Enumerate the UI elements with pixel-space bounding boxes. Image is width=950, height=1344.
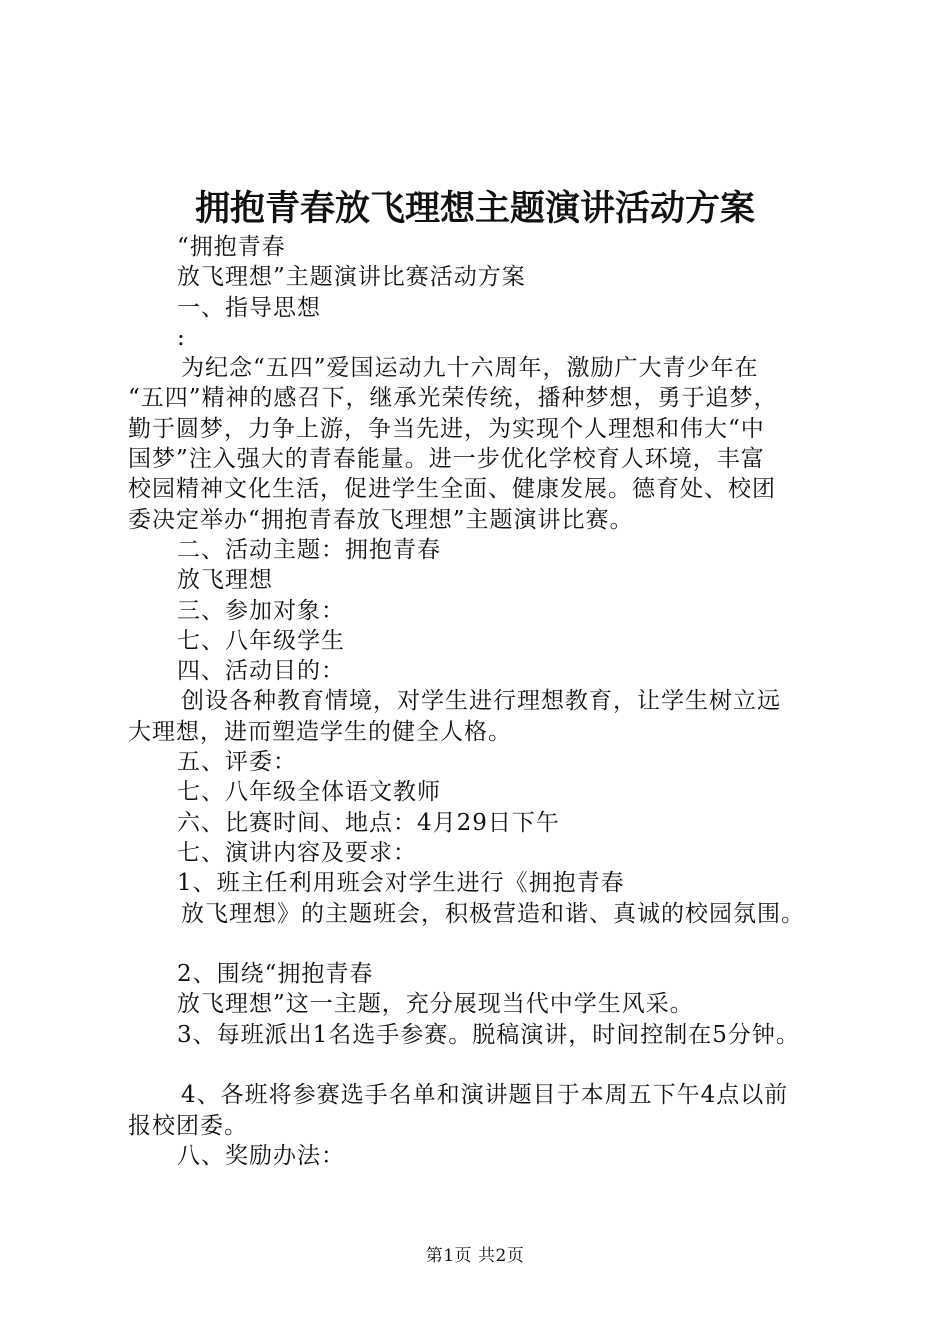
section-heading-2: 二、活动主题：拥抱青春 [177,536,441,563]
paragraph-1-line-2: “五四”精神的感召下，继承光荣传统，播种梦想，勇于追梦， [128,385,778,412]
requirement-1-line-1: 1、班主任利用班会对学生进行《拥抱青春 [177,870,625,897]
body-line-participants: 七、八年级学生 [177,627,345,654]
blank-line [128,1050,848,1080]
page-footer: 第1页 共2页 [425,1246,525,1266]
paragraph-1-line-4: 国梦”注入强大的青春能量。进一步优化学校育人环境，丰富 [128,446,765,473]
document-body [128,232,848,1171]
paragraph-1-line-3: 勤于圆梦，力争上游，争当先进，为实现个人理想和伟大“中 [128,415,765,442]
requirement-2-line-2: 放飞理想”这一主题，充分展现当代中学生风采。 [177,991,694,1018]
requirement-4-line-1: 4、各班将参赛选手名单和演讲题目于本周五下午4点以前 [181,1082,789,1109]
section-heading-3: 三、参加对象： [177,597,345,624]
section-heading-5: 五、评委： [177,749,297,776]
section-heading-1: 一、指导思想 [177,294,321,321]
body-line-theme: 放飞理想 [177,567,273,594]
body-line-colon: : [177,324,186,351]
section-heading-8: 八、奖励办法： [177,1142,345,1169]
section-heading-7: 七、演讲内容及要求： [177,839,417,866]
paragraph-1-line-1: 为纪念“五四”爱国运动九十六周年，激励广大青少年在 [181,355,759,382]
section-heading-6: 六、比赛时间、地点：4月29日下午 [177,809,560,836]
body-line-2: 放飞理想”主题演讲比赛活动方案 [177,264,526,291]
requirement-1-line-2: 放飞理想》的主题班会，积极营造和谐、真诚的校园氛围。 [181,900,805,927]
paragraph-1-line-5: 校园精神文化生活，促进学生全面、健康发展。德育处、校团 [128,476,776,503]
paragraph-1-line-6: 委决定举办“拥抱青春放飞理想”主题演讲比赛。 [128,506,634,533]
paragraph-2-line-1: 创设各种教育情境，对学生进行理想教育，让学生树立远 [181,688,781,715]
blank-line [128,929,848,959]
body-line-judges: 七、八年级全体语文教师 [177,779,441,806]
paragraph-2-line-2: 大理想，进而塑造学生的健全人格。 [128,718,512,745]
requirement-3: 3、每班派出1名选手参赛。脱稿演讲，时间控制在5分钟。 [177,1021,800,1048]
document-title: 拥抱青春放飞理想主题演讲活动方案 [194,188,755,229]
body-line-1: “拥抱青春 [177,234,286,260]
requirement-2-line-1: 2、围绕“拥抱青春 [177,961,374,988]
section-heading-4: 四、活动目的： [177,658,345,685]
requirement-4-line-2: 报校团委。 [128,1112,248,1139]
